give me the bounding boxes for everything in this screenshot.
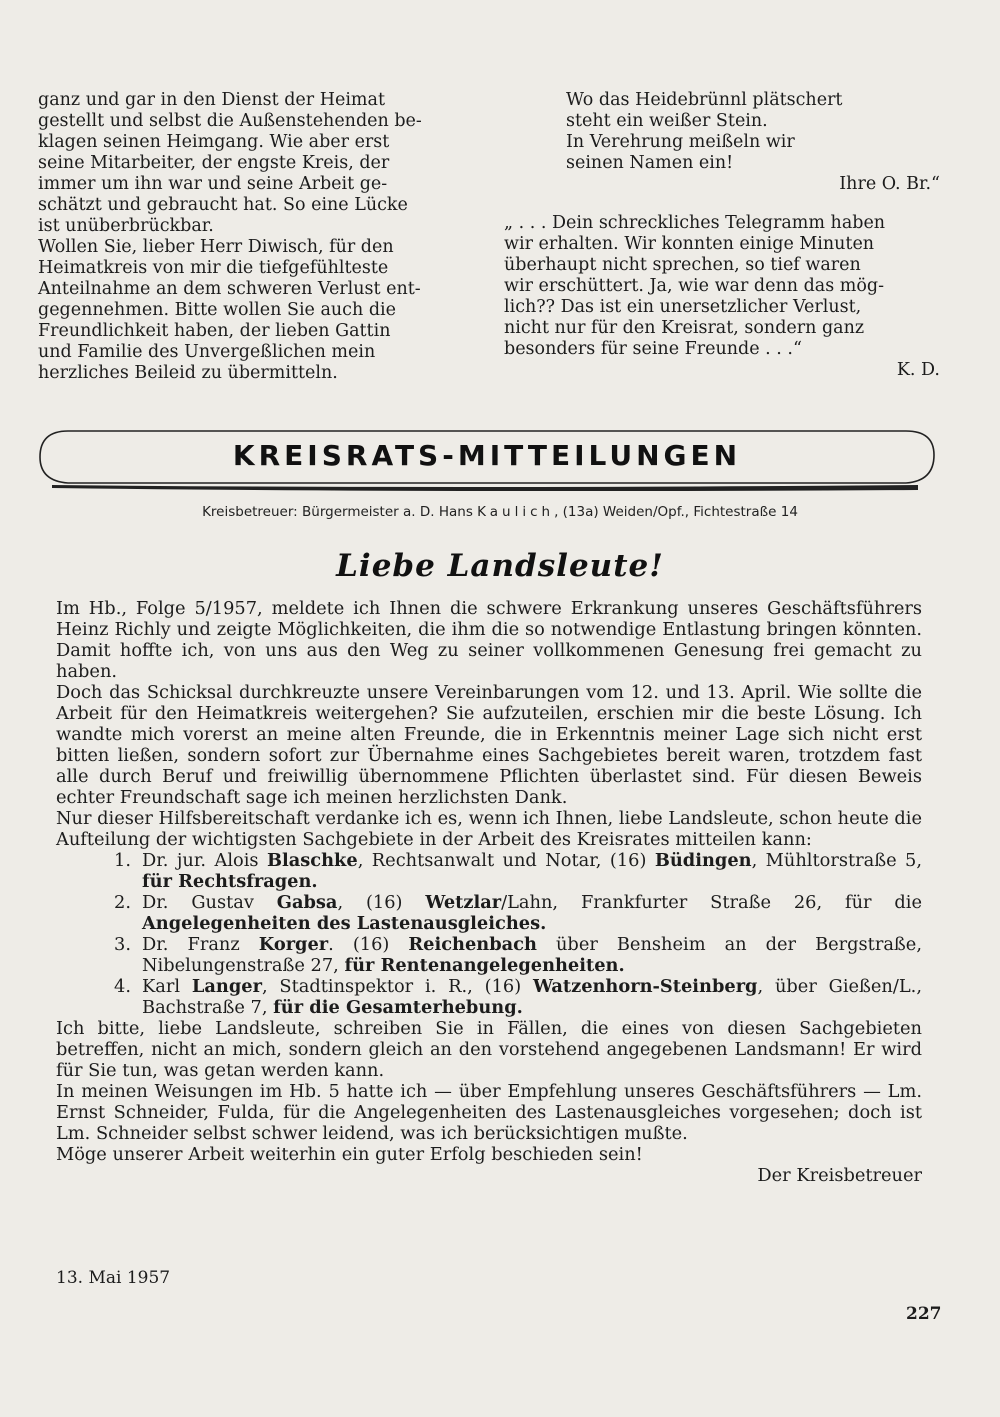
left-line: ist unüberbrückbar.	[38, 216, 214, 236]
section-banner	[38, 425, 936, 491]
letter-signoff: K. D.	[896, 360, 940, 380]
left-line: immer um ihn war und seine Arbeit ge-	[38, 174, 388, 194]
left-line: seine Mitarbeiter, der engste Kreis, der	[38, 153, 390, 173]
left-line: herzliches Beileid zu übermitteln.	[38, 363, 338, 383]
page-number: 227	[906, 1304, 942, 1324]
left-line: und Familie des Unvergeßlichen mein	[38, 342, 376, 362]
poem-line: seinen Namen ein!	[566, 153, 734, 173]
paragraph: Doch das Schicksal durchkreuzte unsere Vereinbarungen vom 12. und 13. April. Wie sollte die Arbeit für den Heimatkreis weitergehen? Sie aufzuteilen, erschien mir die beste Lösung. Ich wandte mich vorerst an meine alten Freunde, die in Erkenntnis meiner Lage sich nicht erst bitten ließen, sondern sofort zur Übernahme eines Sachgebietes bereit waren, trotzdem fast alle durch Beruf und freiwillig übernommene Pflichten überlastet sind. Für diesen Beweis echter Freundschaft sage ich meinen herzlichsten Dank.	[56, 682, 922, 808]
letter-line: nicht nur für den Kreisrat, sondern ganz	[504, 318, 865, 338]
letter-line: wir erhalten. Wir konnten einige Minuten	[504, 234, 875, 254]
left-column	[38, 90, 474, 384]
letter-line: überhaupt nicht sprechen, so tief waren	[504, 255, 861, 275]
left-line: gestellt und selbst die Außenstehenden be-	[38, 111, 422, 131]
caretaker-suffix: , (13a) Weiden/Opf., Fichtestraße 14	[554, 504, 798, 520]
banner-title: KREISRATS-MITTEILUNGEN	[232, 439, 742, 472]
left-line: gegennehmen. Bitte wollen Sie auch die	[38, 300, 396, 320]
paragraph: Möge unserer Arbeit weiterhin ein guter Erfolg beschieden sein!	[56, 1144, 643, 1165]
letter-line: lich?? Das ist ein unersetzlicher Verlust,	[504, 297, 862, 317]
poem-line: In Verehrung meißeln wir	[566, 132, 795, 152]
article-body	[56, 598, 922, 1186]
letter-line: wir erschüttert. Ja, wie war denn das mög-	[504, 276, 884, 296]
poem	[566, 90, 940, 174]
paragraph: In meinen Weisungen im Hb. 5 hatte ich — über Empfehlung unseres Geschäftsführers — Lm. Ernst Schneider, Fulda, für die Angelegenheiten des Lastenausgleiches vorgesehen; doch ist Lm. Schneider selbst schwer leidend, was ich berücksichtigen mußte.	[56, 1081, 922, 1144]
left-line: Wollen Sie, lieber Herr Diwisch, für den	[38, 237, 394, 257]
poem-line: steht ein weißer Stein.	[566, 111, 768, 131]
greeting-heading: Liebe Landsleute!	[336, 548, 664, 584]
list-item: 4. Karl Langer, Stadtinspektor i. R., (16) Watzenhorn-Steinberg, über Gießen/L., Bachstraße 7, für die Gesamterhebung.	[114, 976, 922, 1018]
poem-line: Wo das Heidebrünnl plätschert	[566, 90, 843, 110]
left-line: Freundlichkeit haben, der lieben Gattin	[38, 321, 391, 341]
caretaker-prefix: Kreisbetreuer: Bürgermeister a. D. Hans	[202, 504, 478, 520]
letter-line: „ . . . Dein schreckliches Telegramm haben	[504, 213, 886, 233]
right-column	[504, 90, 940, 381]
paragraph: Nur dieser Hilfsbereitschaft verdanke ich es, wenn ich Ihnen, liebe Landsleute, schon heute die Aufteilung der wichtigsten Sachgebiete in der Arbeit des Kreisrates mitteilen kann:	[56, 808, 922, 850]
caretaker-line	[0, 504, 1000, 520]
letter-line: besonders für seine Freunde . . .“	[504, 339, 802, 359]
list-item: 1. Dr. jur. Alois Blaschke, Rechtsanwalt und Notar, (16) Büdingen, Mühltorstraße 5, für Rechtsfragen.	[114, 850, 923, 892]
assignment-list	[56, 850, 922, 1018]
paragraph: Ich bitte, liebe Landsleute, schreiben Sie in Fällen, die eines von diesen Sachgebieten betreffen, nicht an mich, sondern gleich an den vorstehend angegebenen Landsmann! Er wird für Sie tun, was getan werden kann.	[56, 1018, 922, 1081]
list-item: 2. Dr. Gustav Gabsa, (16) Wetzlar/Lahn, Frankfurter Straße 26, für die Angelegenheiten des Lastenausgleiches.	[114, 892, 922, 934]
caretaker-name: Kaulich	[477, 504, 555, 520]
paragraph: Im Hb., Folge 5/1957, meldete ich Ihnen die schwere Erkrankung unseres Geschäftsführers Heinz Richly und zeigte Möglichkeiten, die ihm die so notwendige Entlastung bringen könnten. Damit hoffte ich, von uns aus den Weg zu seiner vollkommenen Genesung frei gemacht zu haben.	[56, 598, 922, 682]
left-line: Heimatkreis von mir die tiefgefühlteste	[38, 258, 389, 278]
signature: Der Kreisbetreuer	[757, 1165, 922, 1186]
list-item: 3. Dr. Franz Korger. (16) Reichenbach über Bensheim an der Bergstraße, Nibelungenstraße 27, für Rentenangelegenheiten.	[114, 934, 922, 976]
left-line: klagen seinen Heimgang. Wie aber erst	[38, 132, 390, 152]
left-line: ganz und gar in den Dienst der Heimat	[38, 90, 385, 110]
poem-signoff: Ihre O. Br.“	[839, 174, 940, 194]
date: 13. Mai 1957	[56, 1268, 171, 1288]
left-line: Anteilnahme an dem schweren Verlust ent-	[38, 279, 421, 299]
left-line: schätzt und gebraucht hat. So eine Lücke	[38, 195, 408, 215]
